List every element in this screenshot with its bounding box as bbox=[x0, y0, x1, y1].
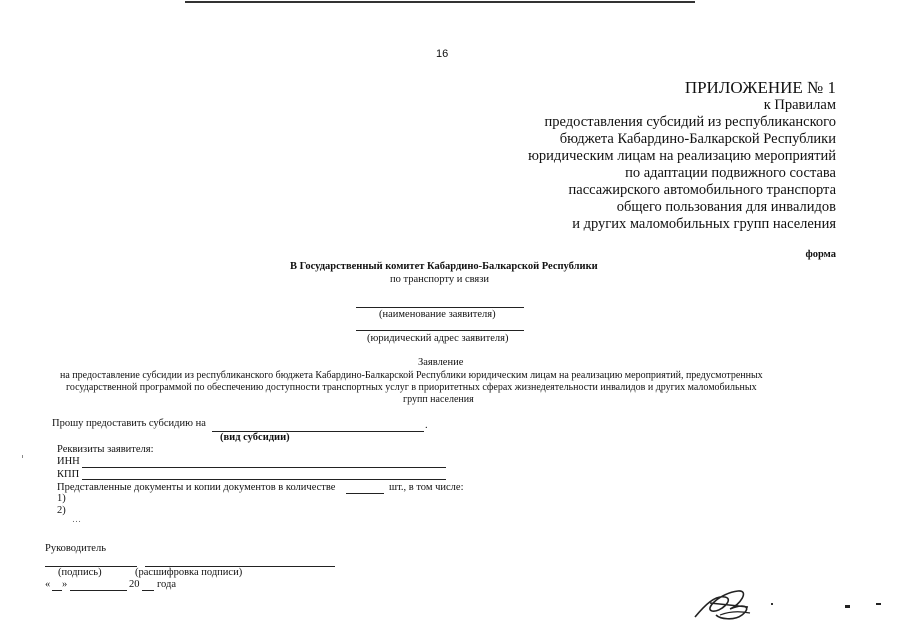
statement-body-line-2: государственной программой по обеспечению доступности транспортных услуг в приоритетных сферах жизнедеятельности инвалидов и других маломобильных bbox=[66, 382, 757, 393]
applicant-address-caption: (юридический адрес заявителя) bbox=[367, 333, 509, 344]
decryption-caption: (расшифровка подписи) bbox=[135, 567, 243, 578]
date-day-field[interactable] bbox=[52, 590, 62, 591]
top-edge-rule bbox=[185, 1, 695, 3]
requisites-label: Реквизиты заявителя: bbox=[57, 444, 154, 455]
head-label: Руководитель bbox=[45, 543, 106, 554]
inn-field[interactable] bbox=[82, 467, 446, 468]
subsidy-type-caption: (вид субсидии) bbox=[220, 432, 290, 443]
header-line-1: к Правилам bbox=[763, 97, 836, 113]
documents-suffix: шт., в том числе: bbox=[389, 482, 464, 493]
header-line-6: пассажирского автомобильного транспорта bbox=[568, 182, 836, 198]
page-number: 16 bbox=[436, 48, 449, 60]
date-year: 20 bbox=[129, 579, 140, 590]
margin-mark bbox=[22, 455, 23, 458]
date-suffix: года bbox=[157, 579, 176, 590]
request-label: Прошу предоставить субсидию на bbox=[52, 418, 206, 429]
statement-body-line-1: на предоставление субсидии из республиканского бюджета Кабардино-Балкарской Республики юридическим лицам на реализацию мероприятий, предусмотренных bbox=[60, 370, 763, 381]
statement-body-line-3: групп населения bbox=[403, 394, 474, 405]
addressee-line-2: по транспорту и связи bbox=[390, 274, 490, 285]
header-line-2: предоставления субсидий из республиканского bbox=[544, 114, 836, 130]
applicant-name-field[interactable] bbox=[356, 307, 524, 308]
request-end: . bbox=[425, 420, 428, 431]
date-close-quote: » bbox=[62, 579, 68, 590]
appendix-title: ПРИЛОЖЕНИЕ № 1 bbox=[684, 78, 836, 97]
documents-count-field[interactable] bbox=[346, 493, 384, 494]
document-items-ellipsis: … bbox=[72, 514, 81, 524]
kpp-label: КПП bbox=[57, 469, 80, 480]
document-item-1: 1) bbox=[57, 493, 66, 504]
applicant-address-field[interactable] bbox=[356, 330, 524, 331]
header-line-8: и других маломобильных групп населения bbox=[572, 216, 836, 232]
signature-dot-3 bbox=[876, 603, 881, 605]
handwritten-signature bbox=[690, 585, 770, 625]
signature-dot-1 bbox=[771, 603, 773, 605]
kpp-field[interactable] bbox=[82, 479, 446, 480]
date-month-field[interactable] bbox=[70, 590, 127, 591]
signature-caption: (подпись) bbox=[58, 567, 102, 578]
document-item-2: 2) bbox=[57, 505, 66, 516]
date-open-quote: « bbox=[45, 579, 51, 590]
header-line-3: бюджета Кабардино-Балкарской Республики bbox=[559, 131, 836, 147]
form-label: форма bbox=[805, 249, 836, 260]
header-line-5: по адаптации подвижного состава bbox=[625, 165, 836, 181]
inn-label: ИНН bbox=[57, 456, 80, 467]
applicant-name-caption: (наименование заявителя) bbox=[379, 309, 496, 320]
statement-title: Заявление bbox=[418, 357, 464, 368]
signature-dot-2 bbox=[845, 605, 850, 608]
date-year-field[interactable] bbox=[142, 590, 154, 591]
addressee-line-1: В Государственный комитет Кабардино-Балкарской Республики bbox=[290, 261, 598, 272]
header-line-7: общего пользования для инвалидов bbox=[616, 199, 836, 215]
documents-prefix: Представленные документы и копии документов в количестве bbox=[57, 482, 336, 493]
header-line-4: юридическим лицам на реализацию мероприятий bbox=[528, 148, 836, 164]
